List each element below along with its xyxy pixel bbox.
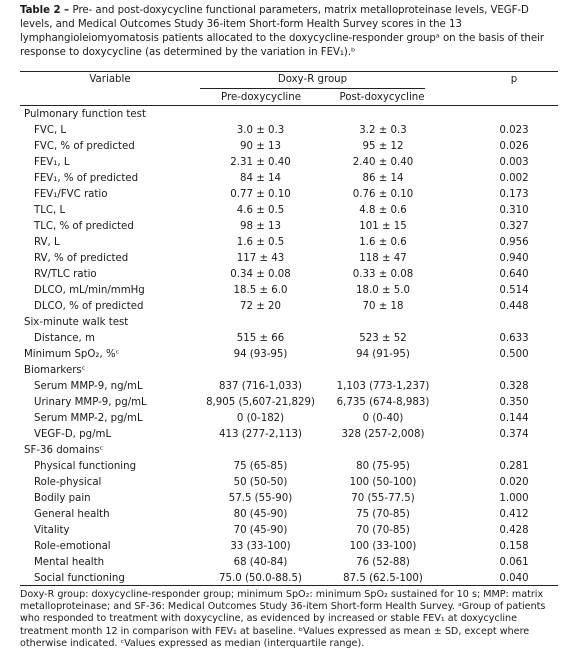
row-pre-value: 1.6 ± 0.5 [236,237,285,248]
row-post-value: 523 ± 52 [359,333,407,344]
section-row [20,314,558,331]
row-variable: Role-physical [34,477,102,488]
row-post-value: 100 (50-100) [349,477,417,488]
table-row [20,426,558,443]
row-p-value: 0.640 [499,269,529,280]
row-post-value: 328 (257-2,008) [341,429,425,440]
table-row [20,378,558,395]
row-p-value: 0.956 [499,237,529,248]
row-variable: FEV₁/FVC ratio [34,189,108,200]
row-post-value: 94 (91-95) [356,349,410,360]
col-header-group: Doxy-R group [277,74,348,85]
row-p-value: 0.061 [499,557,529,568]
row-post-value: 70 (55-77.5) [351,493,415,504]
row-variable: Mental health [34,557,105,568]
table-row [20,330,558,347]
row-p-value: 0.144 [499,413,529,424]
row-pre-value: 0.34 ± 0.08 [230,269,291,280]
row-variable: TLC, % of predicted [34,221,134,232]
row-p-value: 0.310 [499,205,529,216]
row-p-value: 0.500 [499,349,529,360]
table-row [20,122,558,139]
row-pre-value: 75 (65-85) [233,461,288,472]
row-pre-value: 4.6 ± 0.5 [236,205,285,216]
row-post-value: 87.5 (62.5-100) [343,573,423,584]
row-variable: Urinary MMP-9, pg/mL [34,397,147,408]
row-pre-value: 2.31 ± 0.40 [230,157,291,168]
row-pre-value: 0.77 ± 0.10 [230,189,291,200]
row-pre-value: 18.5 ± 6.0 [233,285,288,296]
row-post-value: 70 (70-85) [356,525,410,536]
row-pre-value: 117 ± 43 [236,253,285,264]
row-p-value: 0.374 [499,429,529,440]
row-p-value: 0.003 [499,157,529,168]
table-row [20,458,558,475]
row-variable: Serum MMP-9, ng/mL [34,381,143,392]
header-top-rule [20,71,558,72]
row-post-value: 86 ± 14 [362,173,404,184]
section-row [20,362,558,379]
row-p-value: 0.002 [499,173,529,184]
row-pre-value: 0 (0-182) [236,413,285,424]
table-row [20,474,558,491]
row-post-value: 6,735 (674-8,983) [336,397,430,408]
row-post-value: 0 (0-40) [362,413,404,424]
table-row [20,346,558,363]
row-variable: Role-emotional [34,541,111,552]
table-row [20,554,558,571]
row-pre-value: 33 (33-100) [230,541,291,552]
table-row [20,154,558,171]
row-p-value: 0.173 [499,189,529,200]
row-pre-value: 94 (93-95) [233,349,288,360]
row-variable: DLCO, mL/min/mmHg [34,285,145,296]
col-header-variable: Variable [89,74,131,85]
row-p-value: 0.633 [499,333,529,344]
row-variable: FVC, % of predicted [34,141,135,152]
row-p-value: 0.158 [499,541,529,552]
table-row [20,506,558,523]
row-p-value: 0.328 [499,381,529,392]
table-row [20,218,558,235]
row-variable: Physical functioning [34,461,137,472]
table-footnote: Doxy-R group: doxycycline-responder group; minimum SpO₂: minimum SpO₂ sustained for 10 s; MMP: matrix metalloproteinase; and SF-36: Medical Outcomes Study 36-item Short-form Health Survey. ᵃGroup of patients who responded to treatment with doxycycline, as evidenced by increased or stable FEV₁ at doxycycline treatment month 12 in comparison with FEV₁ at baseline. ᵇValues expressed as mean ± SD, except where otherwise indicated. ᶜValues expressed as median (interquartile range). [20,589,546,649]
row-variable: Vitality [34,525,70,536]
section-label: Biomarkersᶜ [24,365,86,376]
row-pre-value: 98 ± 13 [240,221,281,232]
row-variable: FEV₁, L [34,157,70,168]
row-pre-value: 68 (40-84) [233,557,288,568]
table-row [20,282,558,299]
table-row [20,234,558,251]
row-p-value: 0.327 [499,221,529,232]
table-row [20,138,558,155]
table-caption [20,4,560,60]
row-post-value: 101 ± 15 [359,221,407,232]
table-label: Table 2 – [20,5,73,16]
row-pre-value: 515 ± 66 [236,333,285,344]
row-post-value: 2.40 ± 0.40 [352,157,414,168]
row-p-value: 1.000 [499,493,529,504]
row-pre-value: 72 ± 20 [240,301,281,312]
row-pre-value: 84 ± 14 [240,173,281,184]
section-label: Pulmonary function test [24,109,146,120]
table-row [20,394,558,411]
section-row [20,442,558,459]
row-post-value: 75 (70-85) [356,509,410,520]
table-row [20,202,558,219]
row-variable: Social functioning [34,573,125,584]
row-p-value: 0.514 [499,285,529,296]
row-pre-value: 90 ± 13 [240,141,281,152]
row-p-value: 0.020 [499,477,529,488]
row-p-value: 0.026 [499,141,529,152]
caption-text: Pre- and post-doxycycline functional parameters, matrix metalloproteinase levels, VEGF-D levels, and Medical Outcomes Study 36-item Short-form Health Survey scores in the 13 lymphangioleiomyomatosis patients allocated to the doxycycline-responder groupᵃ on the basis of their response to doxycycline (as determined by the variation in FEV₁).ᵇ [20,5,544,58]
row-post-value: 95 ± 12 [362,141,404,152]
table-row [20,266,558,283]
col-header-pre: Pre-doxycycline [221,92,301,103]
table-row [20,538,558,555]
row-variable: RV, % of predicted [34,253,129,264]
section-row [20,106,558,123]
row-p-value: 0.428 [499,525,529,536]
table-row [20,170,558,187]
row-post-value: 100 (33-100) [349,541,417,552]
row-p-value: 0.023 [499,125,529,136]
row-variable: DLCO, % of predicted [34,301,144,312]
row-post-value: 70 ± 18 [362,301,404,312]
row-post-value: 18.0 ± 5.0 [356,285,410,296]
row-post-value: 0.33 ± 0.08 [352,269,414,280]
row-variable: FVC, L [34,125,67,136]
row-p-value: 0.448 [499,301,529,312]
row-variable: TLC, L [34,205,66,216]
row-pre-value: 413 (277-2,113) [219,429,302,440]
row-post-value: 0.76 ± 0.10 [352,189,414,200]
table-row [20,186,558,203]
table-row [20,298,558,315]
row-p-value: 0.281 [499,461,529,472]
table-row [20,250,558,267]
row-variable: General health [34,509,110,520]
table-row [20,490,558,507]
row-post-value: 1.6 ± 0.6 [359,237,407,248]
row-pre-value: 75.0 (50.0-88.5) [219,573,302,584]
row-post-value: 1,103 (773-1,237) [336,381,430,392]
table-row [20,410,558,427]
row-variable: Serum MMP-2, pg/mL [34,413,143,424]
row-p-value: 0.412 [499,509,529,520]
row-pre-value: 837 (716-1,033) [219,381,302,392]
section-label: SF-36 domainsᶜ [24,445,104,456]
group-underline [200,88,425,89]
row-variable: RV, L [34,237,60,248]
row-post-value: 118 ± 47 [359,253,407,264]
row-pre-value: 3.0 ± 0.3 [236,125,285,136]
row-pre-value: 8,905 (5,607-21,829) [206,397,315,408]
row-post-value: 4.8 ± 0.6 [359,205,407,216]
col-header-p: p [510,74,518,85]
table-row [20,522,558,539]
section-label: Six-minute walk test [24,317,129,328]
row-p-value: 0.350 [499,397,529,408]
row-pre-value: 70 (45-90) [233,525,288,536]
table-bottom-rule [20,585,558,586]
row-post-value: 3.2 ± 0.3 [359,125,407,136]
row-variable: Distance, m [34,333,95,344]
row-variable: Minimum SpO₂, %ᶜ [24,349,120,360]
row-post-value: 76 (52-88) [356,557,410,568]
row-variable: Bodily pain [34,493,91,504]
row-pre-value: 80 (45-90) [233,509,288,520]
col-header-post: Post-doxycycline [339,92,425,103]
row-p-value: 0.040 [499,573,529,584]
row-p-value: 0.940 [499,253,529,264]
row-variable: RV/TLC ratio [34,269,97,280]
row-variable: VEGF-D, pg/mL [34,429,112,440]
row-pre-value: 57.5 (55-90) [228,493,293,504]
row-post-value: 80 (75-95) [356,461,410,472]
row-variable: FEV₁, % of predicted [34,173,139,184]
row-pre-value: 50 (50-50) [233,477,288,488]
